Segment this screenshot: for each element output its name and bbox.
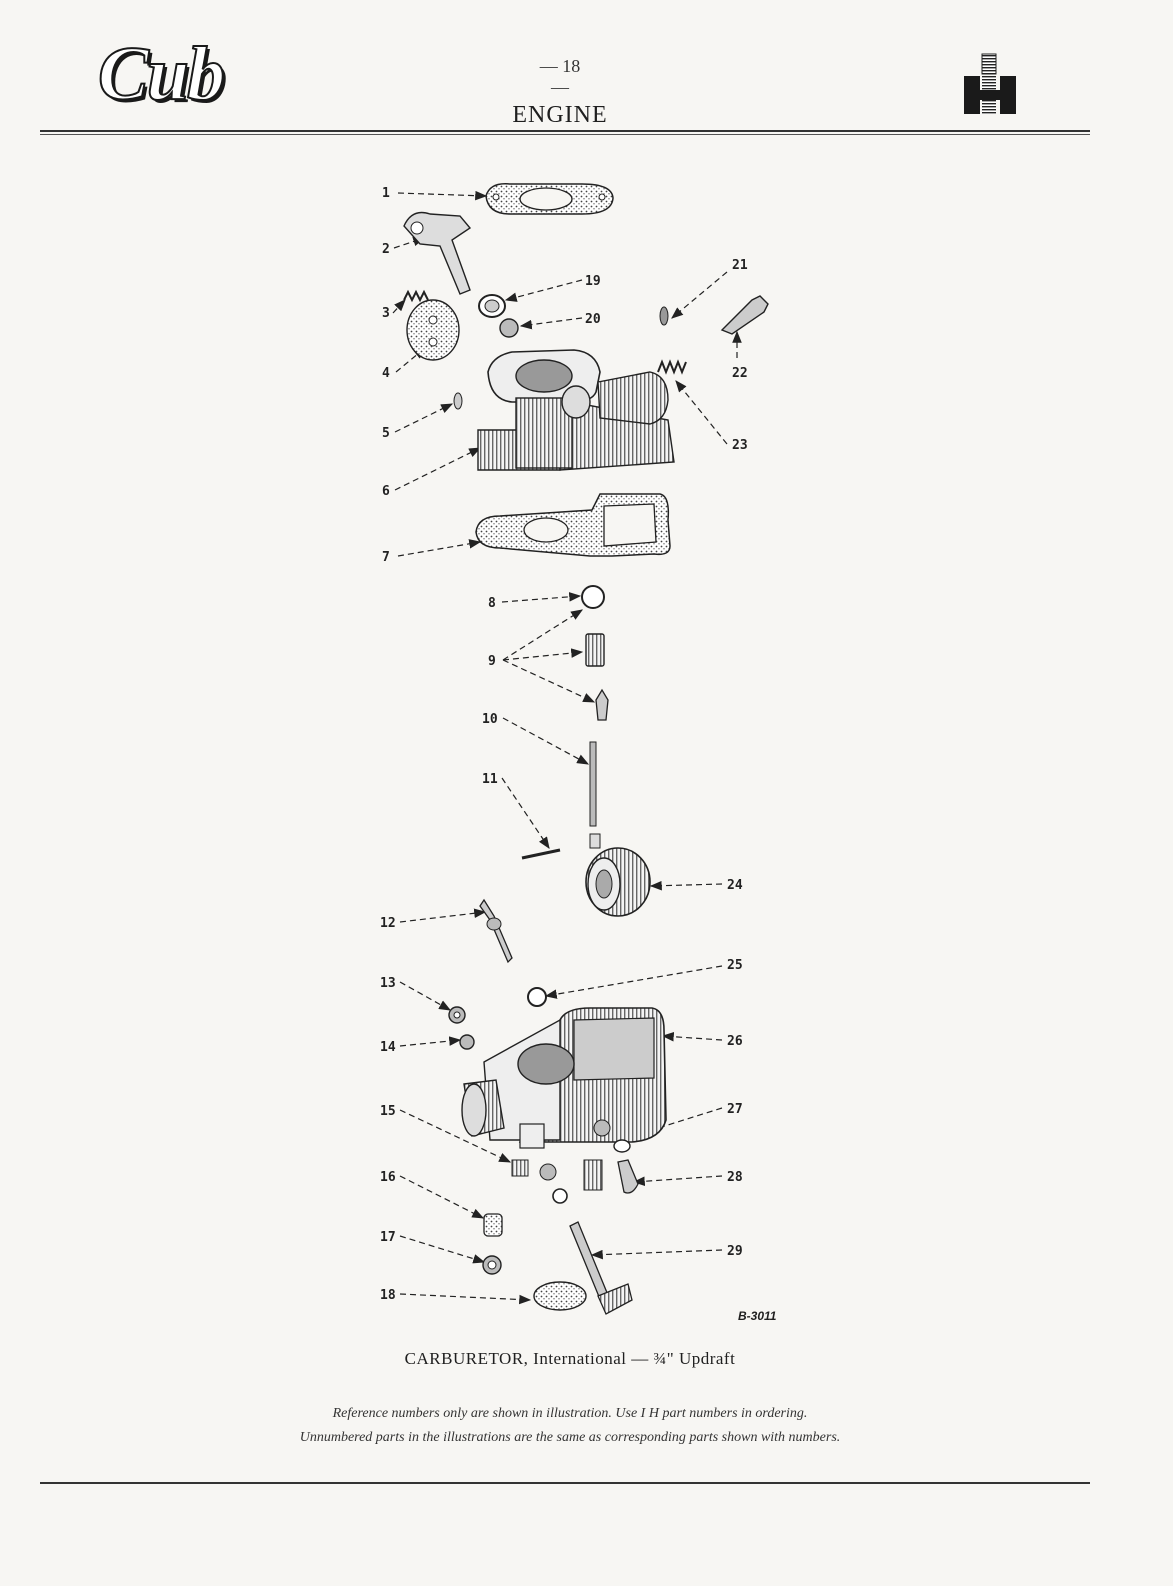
ref-number: 3: [382, 306, 390, 321]
ref-number: 9: [488, 654, 496, 669]
ref-number: 12: [380, 916, 396, 931]
ref-number: 19: [585, 274, 601, 289]
ref-number: 23: [732, 438, 748, 453]
ref-number: 27: [727, 1102, 743, 1117]
footer-rule: [40, 1482, 1090, 1484]
ref-number: 13: [380, 976, 396, 991]
ref-number: 10: [482, 712, 498, 727]
page-number: — 18 —: [539, 56, 581, 97]
ref-number: 28: [727, 1170, 743, 1185]
ordering-note: Reference numbers only are shown in illustration. Use I H part numbers in ordering.: [332, 1406, 808, 1421]
ref-number: 17: [380, 1230, 396, 1245]
unnumbered-parts-note: Unnumbered parts in the illustrations are the same as corresponding parts shown with numbers.: [299, 1430, 841, 1445]
ref-number: 21: [732, 258, 748, 273]
ref-number: 2: [382, 242, 390, 257]
ref-number: 7: [382, 550, 390, 565]
ref-number: 6: [382, 484, 390, 499]
ref-number: 4: [382, 366, 390, 381]
ref-number: 29: [727, 1244, 743, 1259]
ref-number: 1: [382, 186, 390, 201]
ref-number: 25: [727, 958, 743, 973]
ref-number: 8: [488, 596, 496, 611]
ref-number: 15: [380, 1104, 396, 1119]
figure-caption: CARBURETOR, International — ¾" Updraft: [404, 1349, 736, 1368]
ref-number: 16: [380, 1170, 396, 1185]
figure-code: B-3011: [738, 1309, 777, 1323]
ref-number: 26: [727, 1034, 743, 1049]
ref-number: 20: [585, 312, 601, 327]
cub-logo: Cub: [98, 32, 223, 116]
ref-number: 18: [380, 1288, 396, 1303]
section-title: ENGINE: [512, 102, 608, 128]
ref-number: 22: [732, 366, 748, 381]
ref-number: 24: [727, 878, 743, 893]
ref-number: 14: [380, 1040, 396, 1055]
ref-number: 11: [482, 772, 498, 787]
ref-number: 5: [382, 426, 390, 441]
